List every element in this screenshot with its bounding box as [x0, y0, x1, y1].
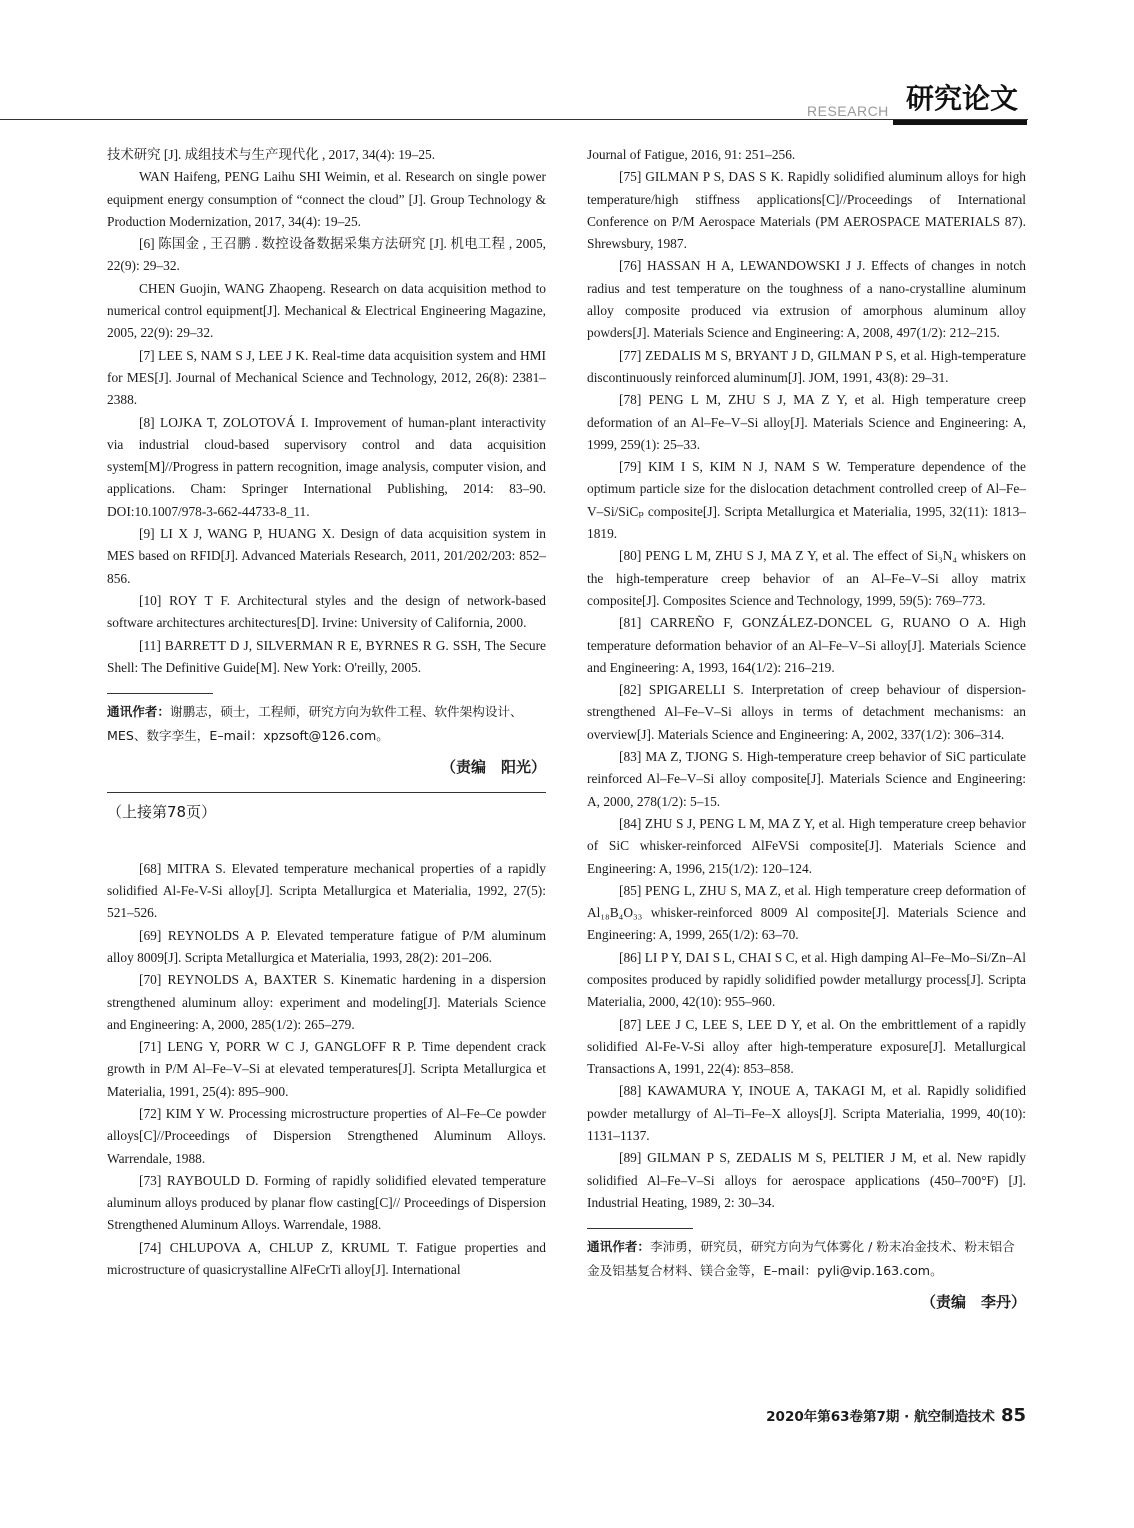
reference-list-right — [587, 144, 1026, 1214]
reference-entry: [9] LI X J, WANG P, HUANG X. Design of data acquisition system in MES based on RFID[J]. Advanced Materials Research, 2011, 201/202/203: 852–856. — [107, 526, 546, 586]
reference-entry: [80] PENG L M, ZHU S J, MA Z Y, et al. The effect of Si₃N₄ whiskers on the high-temperature creep behavior of an Al–Fe–V–Si alloy matrix composite[J]. Composites Science and Technology, 1999, 59(5): 769–773. — [587, 548, 1026, 608]
header-rule — [0, 119, 1028, 120]
reference-entry: [71] LENG Y, PORR W C J, GANGLOFF R P. Time dependent crack growth in P/M Al–Fe–V–Si at elevated temperatures[J]. Scripta Metallurgica et Materialia, 1991, 25(4): 895–900. — [107, 1039, 546, 1099]
reference-entry: Journal of Fatigue, 2016, 91: 251–256. — [587, 147, 796, 162]
left-column — [107, 144, 546, 1281]
reference-entry: [84] ZHU S J, PENG L M, MA Z Y, et al. High temperature creep behavior of SiC whisker-reinforced AlFeVSi composite[J]. Materials Science and Engineering: A, 1996, 215(1/2): 120–124. — [587, 815, 1026, 876]
author-divider — [587, 1228, 693, 1229]
reference-entry: [76] HASSAN H A, LEWANDOWSKI J J. Effects of changes in notch radius and test temperature on the toughness of a nano-crystalline aluminum alloy composite produced via extrusion of amorphous aluminum alloy powders[J]. Materials Science and Engineering: A, 2008, 497(1/2): 212–215. — [587, 258, 1026, 341]
editor-credit: （责编 李丹） — [920, 1293, 1026, 1312]
continued-from-note: （上接第78页） — [107, 803, 217, 822]
reference-entry: [79] KIM I S, KIM N J, NAM S W. Temperature dependence of the optimum particle size for the dislocation detachment controlled creep of Al–Fe–V–Si/SiCₚ composite[J]. Scripta Metallurgica et Materialia, 1995, 32(11): 1813–1819. — [587, 459, 1026, 542]
reference-entry: [82] SPIGARELLI S. Interpretation of creep behaviour of dispersion-strengthened Al–Fe–V–Si alloys in terms of detachment mechanisms: an overview[J]. Materials Science and Engineering: A, 2002, 337(1/2): 306–314. — [587, 682, 1026, 742]
section-label-en: RESEARCH — [807, 103, 889, 119]
section-label-cn: 研究论文 — [905, 82, 1018, 115]
reference-entry: WAN Haifeng, PENG Laihu SHI Weimin, et al. Research on single power equipment energy consumption of “connect the cloud” [J]. Group Technology & Production Modernization, 2017, 34(4): 19–25. — [107, 169, 546, 229]
reference-list-bottom — [107, 858, 546, 1282]
corresponding-author-note — [107, 700, 546, 748]
reference-list-top — [107, 144, 546, 679]
author-text: 谢鹏志，硕士，工程师，研究方向为软件工程、软件架构设计、MES、数字孪生，E–mail：xpzsoft@126.com。 — [107, 704, 523, 744]
reference-entry: [89] GILMAN P S, ZEDALIS M S, PELTIER J M, et al. New rapidly solidified Al–Fe–V–Si alloys for aerospace applications (450–700°F) [J]. Industrial Heating, 1989, 2: 30–34. — [587, 1150, 1026, 1210]
section-divider — [107, 792, 546, 793]
editor-credit: （责编 阳光） — [440, 758, 546, 777]
reference-entry: [83] MA Z, TJONG S. High-temperature creep behavior of SiC particulate reinforced Al–Fe–V–Si alloy composite[J]. Materials Science and Engineering: A, 2000, 278(1/2): 5–15. — [587, 749, 1026, 809]
author-text: 李沛勇，研究员，研究方向为气体雾化 / 粉末冶金技术、粉末铝合金及铝基复合材料、镁合金等，E–mail：pyli@vip.163.com。 — [587, 1239, 1015, 1279]
reference-entry: [86] LI P Y, DAI S L, CHAI S C, et al. High damping Al–Fe–Mo–Si/Zn–Al composites produced by rapidly solidified powder metallurgy process[J]. Scripta Materialia, 2000, 42(10): 955–960. — [587, 949, 1026, 1010]
reference-entry: [85] PENG L, ZHU S, MA Z, et al. High temperature creep deformation of Al₁₈B₄O₃₃ whisker-reinforced 8009 Al composite[J]. Materials Science and Engineering: A, 1999, 265(1/2): 63–70. — [587, 882, 1026, 943]
reference-entry: [7] LEE S, NAM S J, LEE J K. Real-time data acquisition system and HMI for MES[J]. Journal of Mechanical Science and Technology, 2012, 26(8): 2381–2388. — [107, 347, 546, 408]
reference-entry: [10] ROY T F. Architectural styles and the design of network-based software architectures architectures[D]. Irvine: University of California, 2000. — [107, 592, 546, 631]
reference-entry: [78] PENG L M, ZHU S J, MA Z Y, et al. High temperature creep deformation of an Al–Fe–V–Si alloy[J]. Materials Science and Engineering: A, 1999, 259(1): 25–33. — [587, 392, 1026, 452]
reference-entry: [68] MITRA S. Elevated temperature mechanical properties of a rapidly solidified Al-Fe-V-Si alloy[J]. Scripta Metallurgica et Materialia, 1992, 27(5): 521–526. — [107, 860, 546, 921]
reference-entry: [69] REYNOLDS A P. Elevated temperature fatigue of P/M aluminum alloy 8009[J]. Scripta Metallurgica et Materialia, 1993, 28(2): 201–206. — [107, 927, 546, 965]
reference-entry: [6] 陈国金 , 王召鹏 . 数控设备数据采集方法研究 [J]. 机电工程 , 2005, 22(9): 29–32. — [107, 236, 546, 274]
reference-entry: 技术研究 [J]. 成组技术与生产现代化 , 2017, 34(4): 19–25. — [107, 147, 436, 162]
right-column — [587, 144, 1026, 1314]
reference-entry: [70] REYNOLDS A, BAXTER S. Kinematic hardening in a dispersion strengthened aluminum alloy: experiment and modeling[J]. Materials Science and Engineering: A, 2000, 285(1/2): 265–279. — [107, 972, 546, 1032]
corresponding-author-note — [587, 1235, 1026, 1283]
reference-entry: [77] ZEDALIS M S, BRYANT J D, GILMAN P S, et al. High-temperature discontinuously reinforced aluminum[J]. JOM, 1991, 43(8): 29–31. — [587, 347, 1026, 385]
reference-entry: [73] RAYBOULD D. Forming of rapidly solidified elevated temperature aluminum alloys produced by planar flow casting[C]// Proceedings of Dispersion Strengthened Aluminum Alloys. Warrendale, 1988. — [107, 1172, 546, 1233]
reference-entry: [72] KIM Y W. Processing microstructure properties of Al–Fe–Ce powder alloys[C]//Proceedings of Dispersion Strengthened Aluminum Alloys. Warrendale, 1988. — [107, 1105, 546, 1166]
reference-entry: [87] LEE J C, LEE S, LEE D Y, et al. On the embrittlement of a rapidly solidified Al-Fe-V-Si alloy after high-temperature exposure[J]. Metallurgical Transactions A, 1991, 22(4): 853–858. — [587, 1016, 1026, 1077]
author-divider — [107, 693, 213, 694]
reference-entry: [81] CARREÑO F, GONZÁLEZ-DONCEL G, RUANO O A. High temperature deformation behavior of an Al–Fe–V–Si alloy[J]. Materials Science and Engineering: A, 1993, 164(1/2): 216–219. — [587, 615, 1026, 675]
reference-entry: [11] BARRETT D J, SILVERMAN R E, BYRNES R G. SSH, The Secure Shell: The Definitive Guide[M]. New York: O'reilly, 2005. — [107, 637, 546, 675]
reference-entry: [8] LOJKA T, ZOLOTOVÁ I. Improvement of human-plant interactivity via industrial cloud-based supervisory control and data acquisition system[M]//Progress in pattern recognition, image analysis, computer vision, and applications. Cham: Springer International Publishing, 2014: 83–90. DOI:10.1007/978-3-662-44733-8_11. — [107, 414, 546, 519]
page-footer — [766, 1405, 1026, 1426]
author-label: 通讯作者： — [107, 704, 170, 720]
reference-entry: [74] CHLUPOVA A, CHLUP Z, KRUML T. Fatigue properties and microstructure of quasicrystalline AlFeCrTi alloy[J]. International — [107, 1239, 546, 1278]
page-number: 85 — [1000, 1405, 1026, 1426]
reference-entry: [75] GILMAN P S, DAS S K. Rapidly solidified aluminum alloys for high temperature/high stiffness applications[C]//Proceedings of International Conference on P/M Aerospace Materials (PM AEROSPACE MATERIALS 87). Shrewsbury, 1987. — [587, 169, 1026, 252]
section-label-bar — [893, 120, 1027, 125]
journal-issue: 2020年第63卷第7期 · 航空制造技术 — [766, 1409, 995, 1425]
author-label: 通讯作者： — [587, 1239, 650, 1255]
reference-entry: [88] KAWAMURA Y, INOUE A, TAKAGI M, et al. Rapidly solidified powder metallurgy of Al–Ti–Fe–X alloys[J]. Scripta Materialia, 1999, 40(10): 1131–1137. — [587, 1083, 1026, 1144]
reference-entry: CHEN Guojin, WANG Zhaopeng. Research on data acquisition method to numerical control equipment[J]. Mechanical & Electrical Engineering Magazine, 2005, 22(9): 29–32. — [107, 280, 546, 341]
